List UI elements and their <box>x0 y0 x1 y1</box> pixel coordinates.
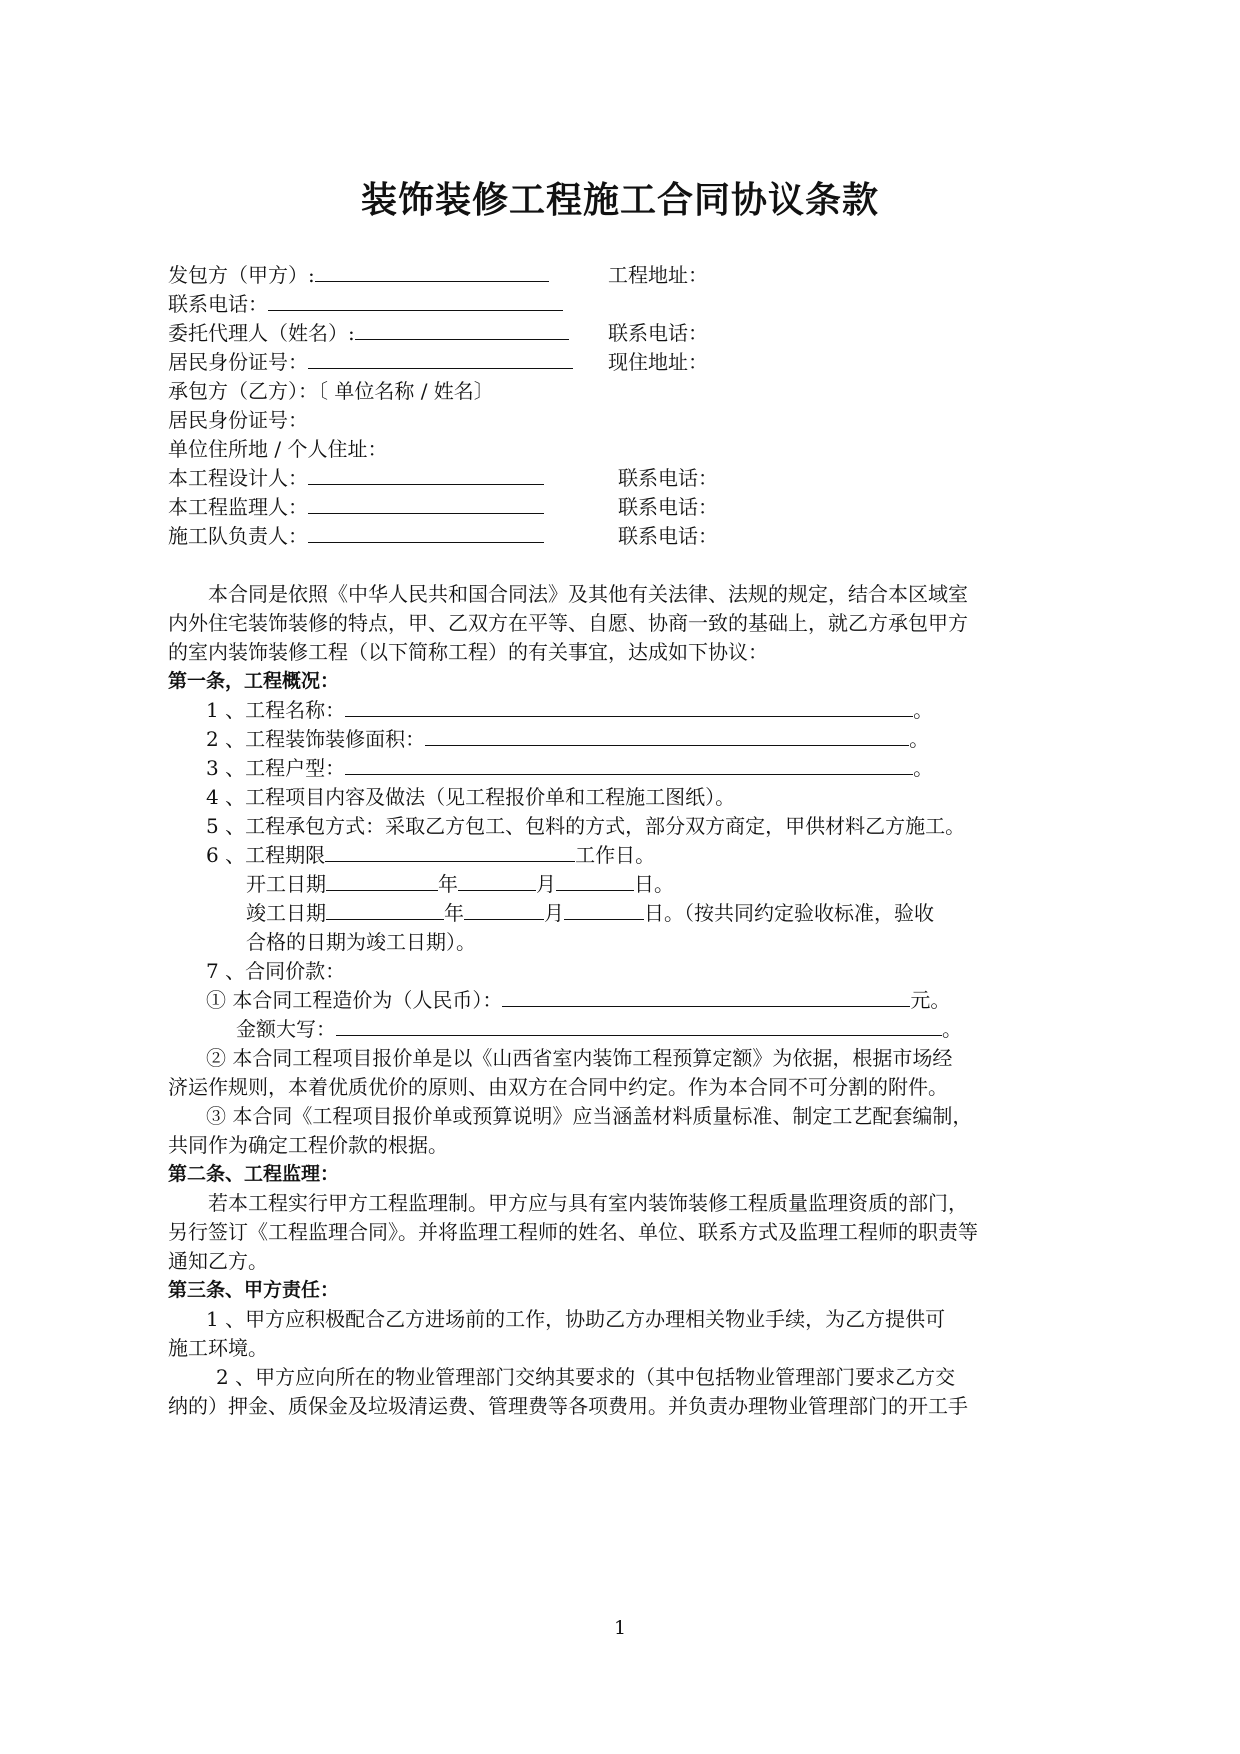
end-year-blank[interactable] <box>326 897 444 920</box>
article1-item1 <box>206 694 933 726</box>
start-date-line <box>246 868 674 900</box>
team-leader-label: 施工队负责人： <box>168 524 308 548</box>
pricing-basis-line-1: ② 本合同工程项目报价单是以《山西省室内装饰工程预算定额》为依据，根据市场经 <box>206 1046 953 1070</box>
employer-label: 发包方（甲方）: <box>168 263 315 287</box>
article1-item5: 5 、工程承包方式：采取乙方包工、包料的方式，部分双方商定，甲供材料乙方施工。 <box>206 814 966 838</box>
agent-blank[interactable] <box>355 317 569 340</box>
article2-line-1: 若本工程实行甲方工程监理制。甲方应与具有室内装饰装修工程质量监理资质的部门， <box>208 1191 968 1215</box>
start-month-label: 月 <box>536 872 556 896</box>
employer-phone-blank[interactable] <box>268 288 563 311</box>
article1-item4: 4 、工程项目内容及做法（见工程报价单和工程施工图纸）。 <box>206 785 736 809</box>
pricing-basis-line-2: 济运作规则，本着优质优价的原则、由双方在合同中约定。作为本合同不可分割的附件。 <box>168 1075 948 1099</box>
contractor-address-label: 单位住所地 / 个人住址： <box>168 437 388 461</box>
amount-words-label: 金额大写： <box>236 1017 336 1041</box>
page-number: 1 <box>613 1617 627 1639</box>
end-day-label: 日。（按共同约定验收标准，验收 <box>644 901 934 925</box>
project-name-blank[interactable] <box>345 694 913 717</box>
area-blank[interactable] <box>425 723 909 746</box>
duration-blank[interactable] <box>325 839 575 862</box>
agent-phone-label: 联系电话： <box>608 321 708 345</box>
intro-line-2: 内外住宅装饰装修的特点，甲、乙双方在平等、自愿、协商一致的基础上，就乙方承包甲方 <box>168 611 968 635</box>
item6-label: 6 、工程期限 <box>206 843 326 867</box>
document-title: 装饰装修工程施工合同协议条款 <box>360 180 879 221</box>
supervisor-label: 本工程监理人： <box>168 495 308 519</box>
article3-item2-line-2: 纳的）押金、质保金及垃圾清运费、管理费等各项费用。并负责办理物业管理部门的开工手 <box>168 1394 968 1418</box>
designer-label: 本工程设计人： <box>168 466 308 490</box>
article1-heading: 第一条，工程概况： <box>168 670 340 692</box>
end-date-continuation: 合格的日期为竣工日期）。 <box>246 930 476 954</box>
article2-line-3: 通知乙方。 <box>168 1249 268 1273</box>
article2-heading: 第二条、工程监理： <box>168 1163 340 1185</box>
agent-label: 委托代理人（姓名）: <box>168 321 355 345</box>
start-year-blank[interactable] <box>326 868 438 891</box>
team-leader-line <box>168 520 544 552</box>
end-date-line <box>246 897 934 929</box>
budget-note-line-1: ③ 本合同《工程项目报价单或预算说明》应当涵盖材料质量标准、制定工艺配套编制， <box>206 1104 973 1128</box>
article1-item6 <box>206 839 655 871</box>
supervisor-blank[interactable] <box>308 491 544 514</box>
contractor-label: 承包方（乙方）：〔 单位名称 / 姓名〕 <box>168 379 494 403</box>
end-year-label: 年 <box>444 901 464 925</box>
designer-phone-label: 联系电话： <box>618 466 718 490</box>
end-month-label: 月 <box>544 901 564 925</box>
start-day-blank[interactable] <box>556 868 634 891</box>
article3-heading: 第三条、甲方责任： <box>168 1279 340 1301</box>
item3-label: 3 、工程户型： <box>206 756 346 780</box>
amount-words-line <box>236 1013 962 1045</box>
end-month-blank[interactable] <box>464 897 544 920</box>
amount-period: 。 <box>942 1017 962 1041</box>
contractor-id-label: 居民身份证号： <box>168 408 308 432</box>
price-blank[interactable] <box>502 984 910 1007</box>
agent-id-label: 居民身份证号： <box>168 350 308 374</box>
unit-type-blank[interactable] <box>345 752 913 775</box>
price-line <box>206 984 950 1016</box>
start-month-blank[interactable] <box>458 868 536 891</box>
price-label: ① 本合同工程造价为（人民币）： <box>206 988 503 1012</box>
end-date-label: 竣工日期 <box>246 901 326 925</box>
article3-item2-line-1: 2 、甲方应向所在的物业管理部门交纳其要求的（其中包括物业管理部门要求乙方交 <box>216 1365 956 1389</box>
item1-label: 1 、工程名称： <box>206 698 346 722</box>
article2-line-2: 另行签订《工程监理合同》。并将监理工程师的姓名、单位、联系方式及监理工程师的职责等 <box>168 1220 978 1244</box>
employer-phone-label: 联系电话： <box>168 292 268 316</box>
intro-line-1: 本合同是依照《中华人民共和国合同法》及其他有关法律、法规的规定，结合本区域室 <box>208 582 968 606</box>
start-date-label: 开工日期 <box>246 872 326 896</box>
article3-item1-line-1: 1 、甲方应积极配合乙方进场前的工作，协助乙方办理相关物业手续，为乙方提供可 <box>206 1307 946 1331</box>
item3-period: 。 <box>913 756 934 780</box>
item2-period: 。 <box>909 727 930 751</box>
item6-suffix: 工作日。 <box>575 843 656 867</box>
agent-id-line <box>168 346 573 378</box>
article3-item1-line-2: 施工环境。 <box>168 1336 268 1360</box>
designer-blank[interactable] <box>308 462 544 485</box>
end-day-blank[interactable] <box>564 897 644 920</box>
article1-item3 <box>206 752 933 784</box>
designer-line <box>168 462 544 494</box>
current-address-label: 现住地址： <box>608 350 708 374</box>
site-address-label: 工程地址： <box>608 263 708 287</box>
item2-label: 2 、工程装饰装修面积： <box>206 727 426 751</box>
budget-note-line-2: 共同作为确定工程价款的根据。 <box>168 1133 448 1157</box>
team-leader-blank[interactable] <box>308 520 544 543</box>
start-day-label: 日。 <box>634 872 674 896</box>
agent-id-blank[interactable] <box>308 346 573 369</box>
employer-blank[interactable] <box>315 259 549 282</box>
supervisor-line <box>168 491 544 523</box>
amount-words-blank[interactable] <box>336 1013 942 1036</box>
start-year-label: 年 <box>438 872 458 896</box>
intro-line-3: 的室内装饰装修工程（以下简称工程）的有关事宜，达成如下协议： <box>168 640 768 664</box>
price-unit: 元。 <box>910 988 951 1012</box>
employer-phone-line <box>168 288 563 320</box>
item1-period: 。 <box>913 698 934 722</box>
supervisor-phone-label: 联系电话： <box>618 495 718 519</box>
article1-item2 <box>206 723 929 755</box>
agent-line <box>168 317 569 349</box>
team-leader-phone-label: 联系电话： <box>618 524 718 548</box>
employer-line <box>168 259 549 291</box>
article1-item7: 7 、合同价款： <box>206 959 346 983</box>
